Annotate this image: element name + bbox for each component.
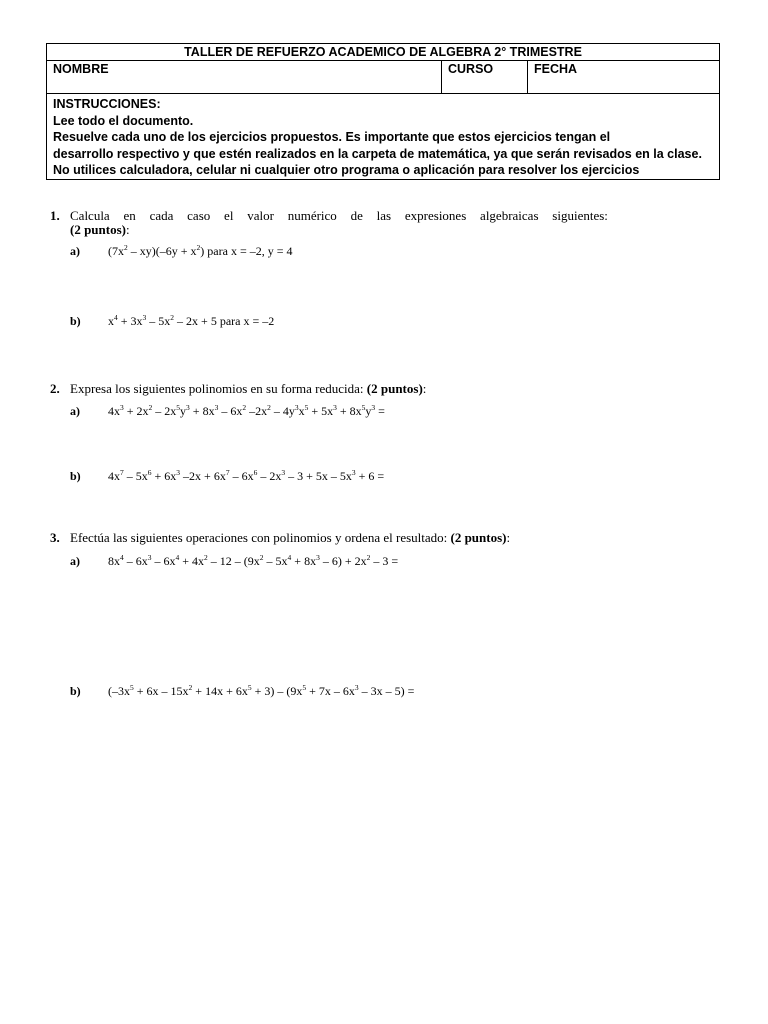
instructions-box — [47, 94, 720, 180]
problem-statement — [70, 208, 608, 224]
problem-statement — [70, 530, 510, 546]
points-suffix: : — [126, 222, 130, 237]
statement-word: cada — [149, 208, 174, 223]
nombre-field: NOMBRE — [47, 61, 442, 94]
exercise-expression: $(7x^2 - xy)(-6y + x^2)$ para x = –2, y = 4 — [108, 243, 293, 258]
fecha-field: FECHA — [528, 61, 720, 94]
statement-word: expresiones — [404, 208, 467, 223]
exercise-expression: $4x^3 + 2x^2 - 2x^5y^3 + 8x^3 - 6x^2$ $-2x^2 - 4y^3x^5 + 5x^3 + 8x^5y^3$ = — [108, 403, 385, 418]
exercise-label: b) — [70, 314, 81, 328]
points-label — [70, 222, 130, 238]
instruction-line: Resuelve cada uno de los ejercicios propuestos. Es importante que estos ejercicios tengan el — [53, 130, 611, 144]
statement-word: siguientes: — [552, 208, 608, 223]
exercise-expression: $8x^4 - 6x^3 - 6x^4 + 4x^2 - 12 - (9x^2 - 5x^4 + 8x^3 - 6) + 2x^2 - 3$ = — [108, 553, 399, 568]
instruction-line: Lee todo el documento. — [53, 113, 194, 128]
exercise-expression: $x^4 + 3x^3 - 5x^2 - 2x + 5$ para x = –2 — [108, 313, 275, 328]
worksheet-title: TALLER DE REFUERZO ACADEMICO DE ALGEBRA 2° TRIMESTRE — [47, 44, 720, 61]
instructions-heading: INSTRUCCIONES: — [53, 97, 161, 111]
exercise-label: b) — [70, 684, 81, 698]
header-table — [46, 43, 720, 180]
statement-text: Efectúa las siguientes operaciones con polinomios y ordena el resultado: — [70, 530, 448, 545]
statement-text: Expresa los siguientes polinomios en su forma reducida: — [70, 381, 364, 396]
curso-field: CURSO — [442, 61, 528, 94]
points-suffix: : — [422, 381, 427, 396]
exercise-label: a) — [70, 244, 80, 258]
statement-word: algebraicas — [480, 208, 539, 223]
instruction-line: No utilices calculadora, celular ni cualquier otro programa o aplicación para resolver los ejercicios — [53, 163, 640, 177]
exercise-expression: $(-3x^5 + 6x - 15x^2 + 14x + 6x^5 + 3) - (9x^5 + 7x - 6x^3 - 3x - 5)$ = — [108, 683, 415, 698]
statement-word: caso — [187, 208, 211, 223]
points-value: (2 puntos) — [70, 222, 126, 237]
instruction-line: desarrollo respectivo y que estén realizados en la carpeta de matemática, ya que serán revisados en la clase. — [53, 146, 702, 161]
statement-word: de — [350, 208, 363, 223]
statement-word: Calcula — [70, 208, 110, 223]
problem-number: 2. — [50, 381, 60, 396]
statement-word: las — [376, 208, 392, 223]
problem-statement — [70, 381, 426, 397]
exercise-expression: $4x^7 - 5x^6 + 6x^3$ $-2x + 6x^7 - 6x^6 - 2x^3 - 3 + 5x - 5x^3 + 6$ = — [108, 468, 385, 483]
points-suffix: : — [506, 530, 511, 545]
statement-word: valor — [247, 208, 274, 223]
problem-number: 3. — [50, 530, 60, 545]
points-value: (2 puntos) — [366, 381, 423, 396]
statement-word: en — [123, 208, 136, 223]
exercise-label: a) — [70, 554, 80, 568]
statement-word: el — [224, 208, 234, 223]
statement-word: numérico — [287, 208, 337, 223]
problem-number: 1. — [50, 208, 60, 223]
points-value: (2 puntos) — [450, 530, 507, 545]
exercise-label: a) — [70, 404, 80, 418]
exercise-label: b) — [70, 469, 81, 483]
